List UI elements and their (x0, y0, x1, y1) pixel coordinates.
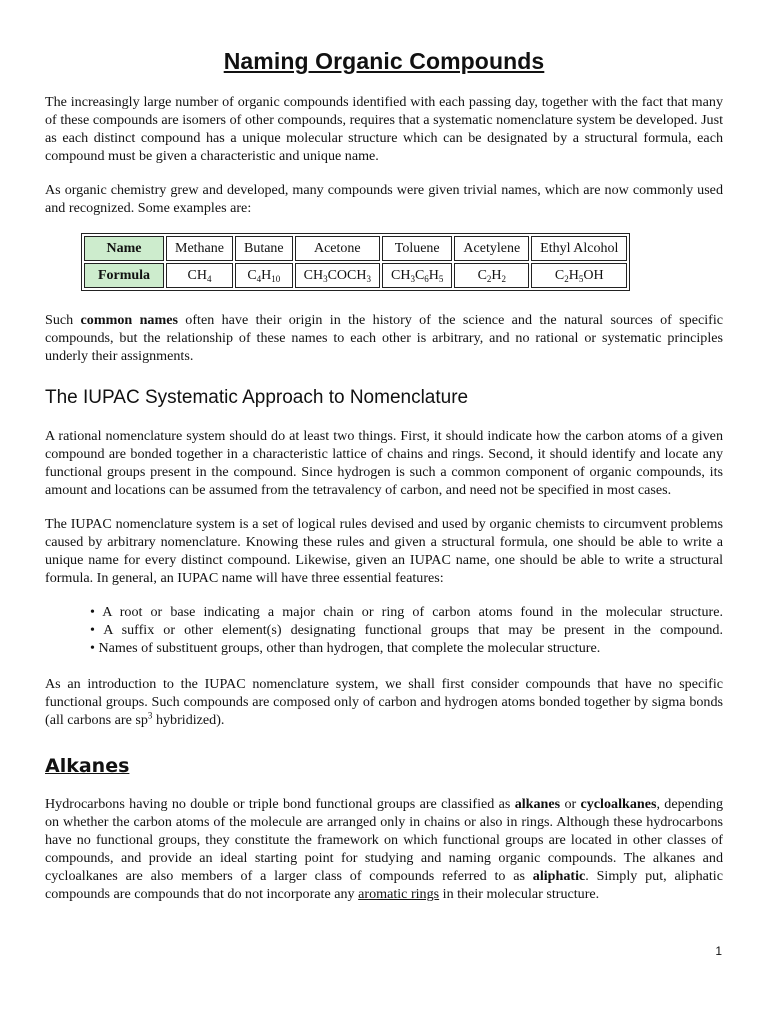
iupac-heading: The IUPAC Systematic Approach to Nomenclature (45, 387, 469, 408)
formula-text: C (477, 267, 487, 283)
iupac-paragraph-3 (45, 675, 723, 729)
name-header-cell: Name (84, 236, 164, 261)
formula-cell (235, 263, 293, 288)
formula-text: CH (303, 267, 324, 283)
table-row-names (84, 236, 627, 261)
formula-text: COCH (327, 267, 367, 283)
formula-text: C (554, 267, 565, 283)
formula-cell (454, 263, 529, 288)
text-span: often have their origin in the history of the science and the natural sources of specific compounds, but the relationship of these names to each other is arbitrary, and no rational or systematic principles underly their assignments. (45, 312, 723, 364)
formula-subscript: 3 (366, 273, 371, 284)
formula-subscript: 2 (486, 273, 492, 284)
bold-term: cycloalkanes (580, 796, 657, 812)
table-cell: Ethyl Alcohol (531, 236, 627, 261)
formula-text: CH (187, 267, 207, 283)
formula-subscript: 4 (256, 273, 262, 284)
table-cell: Methane (166, 236, 233, 261)
formula-text: H (491, 267, 502, 283)
formula-subscript: 2 (501, 273, 507, 284)
table-cell: Butane (235, 236, 293, 261)
list-item: • A root or base indicating a major chain or ring of carbon atoms found in the molecular structure. (90, 604, 723, 620)
table-cell: Toluene (382, 236, 452, 261)
formula-subscript: 4 (206, 273, 212, 284)
formula-subscript: 5 (438, 273, 444, 284)
formula-cell (531, 263, 627, 288)
formula-cell (295, 263, 380, 288)
formula-text: H (428, 267, 439, 283)
trivial-names-table (81, 233, 630, 291)
list-item: • Names of substituent groups, other than hydrogen, that complete the molecular structure. (90, 640, 601, 656)
aromatic-rings-link[interactable]: aromatic rings (358, 886, 440, 902)
text-span: or (560, 796, 581, 812)
page-number: 1 (715, 944, 722, 958)
formula-cell (166, 263, 233, 288)
formula-text: C (247, 267, 257, 283)
bold-term: common names (80, 312, 178, 328)
text-span: , depending on whether the carbon atoms of the molecule are arranged only in chains or also in rings. Although these hydrocarbons have no functional groups, they constitute the framework on which functional groups are located in other classes of compounds, and provide an ideal starting point for studying and naming organic compounds. The alkanes and cycloalkanes are also members of a larger class of compounds referred to as (45, 796, 723, 884)
formula-text: H (261, 267, 272, 283)
text-span: As an introduction to the IUPAC nomenclature system, we shall first consider compounds that have no specific functional groups. Such compounds are composed only of carbon and hydrogen atoms bonded together by sigma bonds (all carbons are sp (45, 676, 723, 728)
formula-header-cell: Formula (84, 263, 164, 288)
text-span: hybridized). (152, 712, 225, 728)
text-span: Such (45, 312, 81, 328)
alkanes-paragraph (45, 795, 723, 903)
formula-text: CH (391, 267, 411, 283)
alkanes-heading: Alkanes (45, 755, 130, 777)
table-row-formulas (84, 263, 627, 288)
page-title: Naming Organic Compounds (223, 48, 545, 74)
features-list (45, 603, 723, 657)
text-span: Hydrocarbons having no double or triple bond functional groups are classified as (45, 796, 515, 812)
iupac-paragraph-2: The IUPAC nomenclature system is a set of logical rules devised and used by organic chemists to circumvent problems caused by arbitrary nomenclature. Knowing these rules and given a structural formula, one should be able to write a unique name for every distinct compound. Likewise, given an IUPAC name, one should be able to write a structural formula. In general, an IUPAC name will have three essential features: (45, 516, 723, 586)
formula-subscript: 3 (323, 273, 328, 284)
intro-paragraph-2: As organic chemistry grew and developed, many compounds were given trivial names, which are now commonly used and recognized. Some examples are: (45, 182, 723, 216)
formula-text: H (568, 267, 579, 283)
text-span: in their molecular structure. (439, 886, 600, 902)
common-names-paragraph (45, 311, 723, 365)
formula-text: OH (583, 267, 604, 283)
text-span: . Simply put, aliphatic compounds are compounds that do not incorporate any (45, 868, 723, 902)
iupac-paragraph-1: A rational nomenclature system should do at least two things. First, it should indicate how the carbon atoms of a given compound are bonded together in a characteristic lattice of chains and rings. Second, it should identify and locate any functional groups present in the compound. Since hydrogen is such a common component of organic compounds, its amount and locations can be assumed from the tetravalency of carbon, and need not be specified in most cases. (45, 428, 723, 498)
list-item: • A suffix or other element(s) designating functional groups that may be present in the compound. (90, 622, 723, 638)
formula-cell (382, 263, 452, 288)
bold-term: alkanes (514, 796, 561, 812)
table-cell: Acetylene (454, 236, 529, 261)
bold-term: aliphatic (532, 868, 586, 884)
formula-subscript: 5 (578, 273, 584, 284)
formula-subscript: 2 (564, 273, 569, 284)
document-page (45, 40, 723, 919)
intro-paragraph-1: The increasingly large number of organic compounds identified with each passing day, together with the fact that many of these compounds are isomers of other compounds, requires that a systematic nomenclature system be developed. Just as each distinct compound has a unique molecular structure which can be designated by a structural formula, each compound must be given a characteristic and unique name. (45, 94, 723, 164)
formula-text: C (414, 267, 425, 283)
table-cell: Acetone (295, 236, 380, 261)
superscript: 3 (147, 710, 153, 721)
formula-subscript: 6 (424, 273, 429, 284)
formula-subscript: 3 (410, 273, 415, 284)
formula-subscript: 10 (271, 273, 281, 284)
